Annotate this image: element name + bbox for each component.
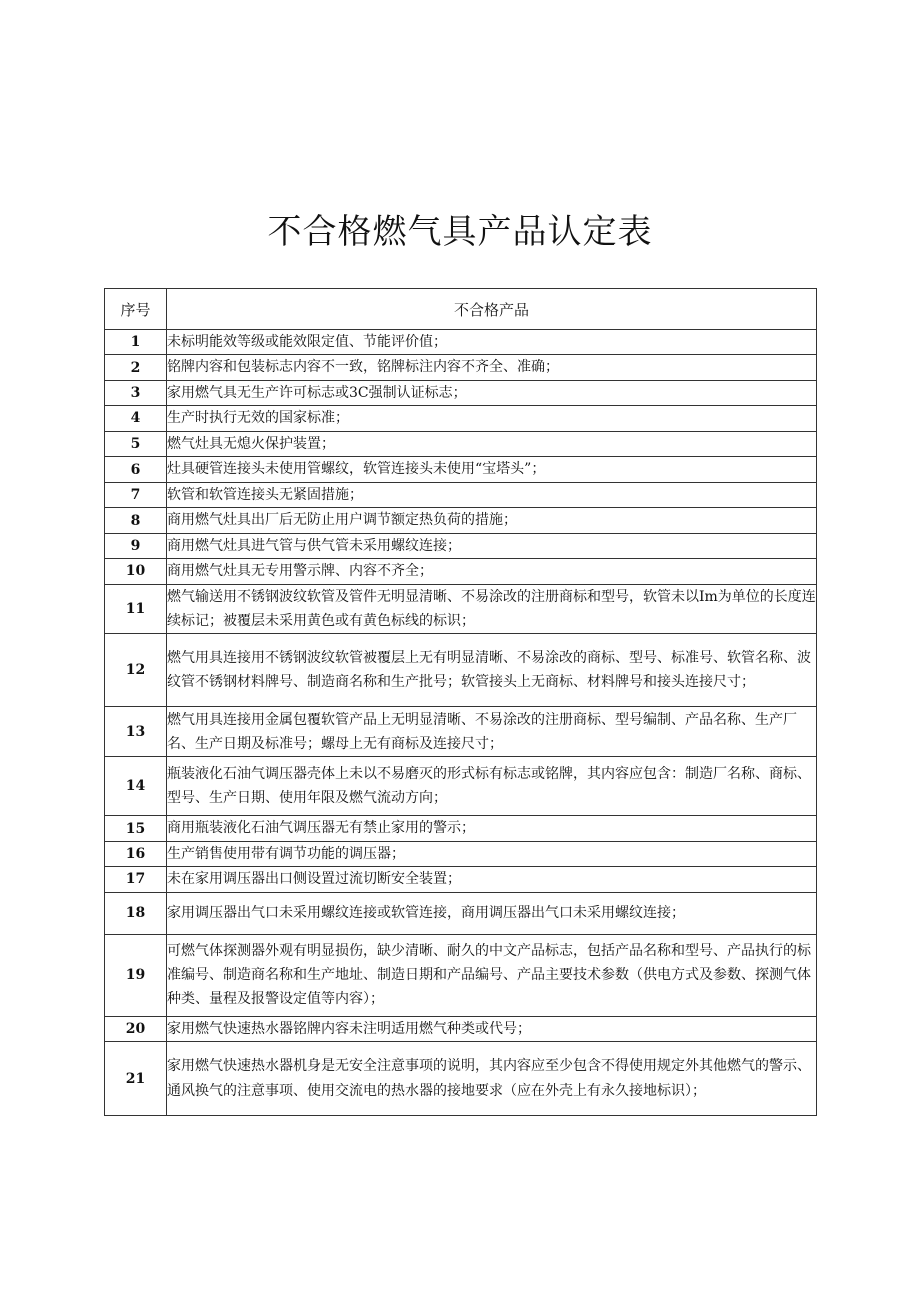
row-description: 燃气用具连接用金属包覆软管产品上无明显清晰、不易涂改的注册商标、型号编制、产品名称、生产厂名、生产日期及标准号；螺母上无有商标及连接尺寸； <box>167 707 817 757</box>
row-description: 家用燃气快速热水器机身是无安全注意事项的说明，其内容应至少包含不得使用规定外其他燃气的警示、通风换气的注意事项、使用交流电的热水器的接地要求（应在外壳上有永久接地标识）； <box>167 1042 817 1116</box>
row-number: 15 <box>105 816 167 841</box>
table-row <box>105 757 817 816</box>
row-description: 家用调压器出气口未采用螺纹连接或软管连接，商用调压器出气口未采用螺纹连接； <box>167 892 817 934</box>
row-number: 11 <box>105 584 167 634</box>
table-row <box>105 483 817 508</box>
defect-table <box>104 288 817 1116</box>
row-description: 可燃气体探测器外观有明显损伤，缺少清晰、耐久的中文产品标志，包括产品名称和型号、产品执行的标准编号、制造商名称和生产地址、制造日期和产品编号、产品主要技术参数（供电方式及参数、探测气体种类、量程及报警设定值等内容）； <box>167 934 817 1016</box>
table-row <box>105 934 817 1016</box>
header-product: 不合格产品 <box>167 289 817 330</box>
document-title: 不合格燃气具产品认定表 <box>267 212 653 252</box>
row-number: 8 <box>105 508 167 533</box>
table-row <box>105 584 817 634</box>
row-number: 7 <box>105 483 167 508</box>
row-description: 商用瓶装液化石油气调压器无有禁止家用的警示； <box>167 816 817 841</box>
row-number: 20 <box>105 1016 167 1041</box>
row-number: 4 <box>105 406 167 431</box>
row-description: 商用燃气灶具无专用警示牌、内容不齐全； <box>167 559 817 584</box>
row-description: 家用燃气具无生产许可标志或3C强制认证标志； <box>167 380 817 405</box>
row-description: 铭牌内容和包装标志内容不一致，铭牌标注内容不齐全、准确； <box>167 355 817 380</box>
row-number: 17 <box>105 867 167 892</box>
row-number: 13 <box>105 707 167 757</box>
row-number: 10 <box>105 559 167 584</box>
row-number: 2 <box>105 355 167 380</box>
row-description: 商用燃气灶具出厂后无防止用户调节额定热负荷的措施； <box>167 508 817 533</box>
row-description: 燃气灶具无熄火保护装置； <box>167 431 817 456</box>
row-number: 16 <box>105 841 167 866</box>
row-number: 18 <box>105 892 167 934</box>
table-row <box>105 457 817 483</box>
row-number: 14 <box>105 757 167 816</box>
row-description: 燃气输送用不锈钢波纹软管及管件无明显清晰、不易涂改的注册商标和型号，软管未以Im为单位的长度连续标记；被覆层未采用黄色或有黄色标线的标识； <box>167 584 817 634</box>
row-description: 商用燃气灶具进气管与供气管未采用螺纹连接； <box>167 533 817 558</box>
row-number: 19 <box>105 934 167 1016</box>
table-row <box>105 380 817 405</box>
table-row <box>105 431 817 456</box>
table-row <box>105 841 817 866</box>
header-number: 序号 <box>105 289 167 330</box>
row-description: 生产销售使用带有调节功能的调压器； <box>167 841 817 866</box>
table-row <box>105 406 817 431</box>
row-description: 瓶装液化石油气调压器壳体上未以不易磨灭的形式标有标志或铭牌，其内容应包含：制造厂名称、商标、型号、生产日期、使用年限及燃气流动方向； <box>167 757 817 816</box>
table-row <box>105 355 817 380</box>
row-number: 5 <box>105 431 167 456</box>
row-description: 家用燃气快速热水器铭牌内容未注明适用燃气种类或代号； <box>167 1016 817 1041</box>
table-row <box>105 533 817 558</box>
row-description: 软管和软管连接头无紧固措施； <box>167 483 817 508</box>
table-row <box>105 559 817 584</box>
row-number: 21 <box>105 1042 167 1116</box>
table-row <box>105 508 817 533</box>
row-number: 6 <box>105 457 167 483</box>
row-description: 灶具硬管连接头未使用管螺纹，软管连接头未使用“宝塔头”； <box>167 457 817 483</box>
table-row <box>105 330 817 355</box>
table-header-row <box>105 289 817 330</box>
table-row <box>105 867 817 892</box>
row-number: 12 <box>105 634 167 707</box>
table-row <box>105 892 817 934</box>
table-row <box>105 816 817 841</box>
row-number: 9 <box>105 533 167 558</box>
row-number: 1 <box>105 330 167 355</box>
table-row <box>105 1016 817 1041</box>
table-row <box>105 1042 817 1116</box>
row-description: 未标明能效等级或能效限定值、节能评价值； <box>167 330 817 355</box>
table-row <box>105 707 817 757</box>
row-description: 未在家用调压器出口侧设置过流切断安全装置； <box>167 867 817 892</box>
row-description: 燃气用具连接用不锈钢波纹软管被覆层上无有明显清晰、不易涂改的商标、型号、标准号、软管名称、波纹管不锈钢材料牌号、制造商名称和生产批号；软管接头上无商标、材料牌号和接头连接尺寸； <box>167 634 817 707</box>
row-number: 3 <box>105 380 167 405</box>
row-description: 生产时执行无效的国家标准； <box>167 406 817 431</box>
table-row <box>105 634 817 707</box>
